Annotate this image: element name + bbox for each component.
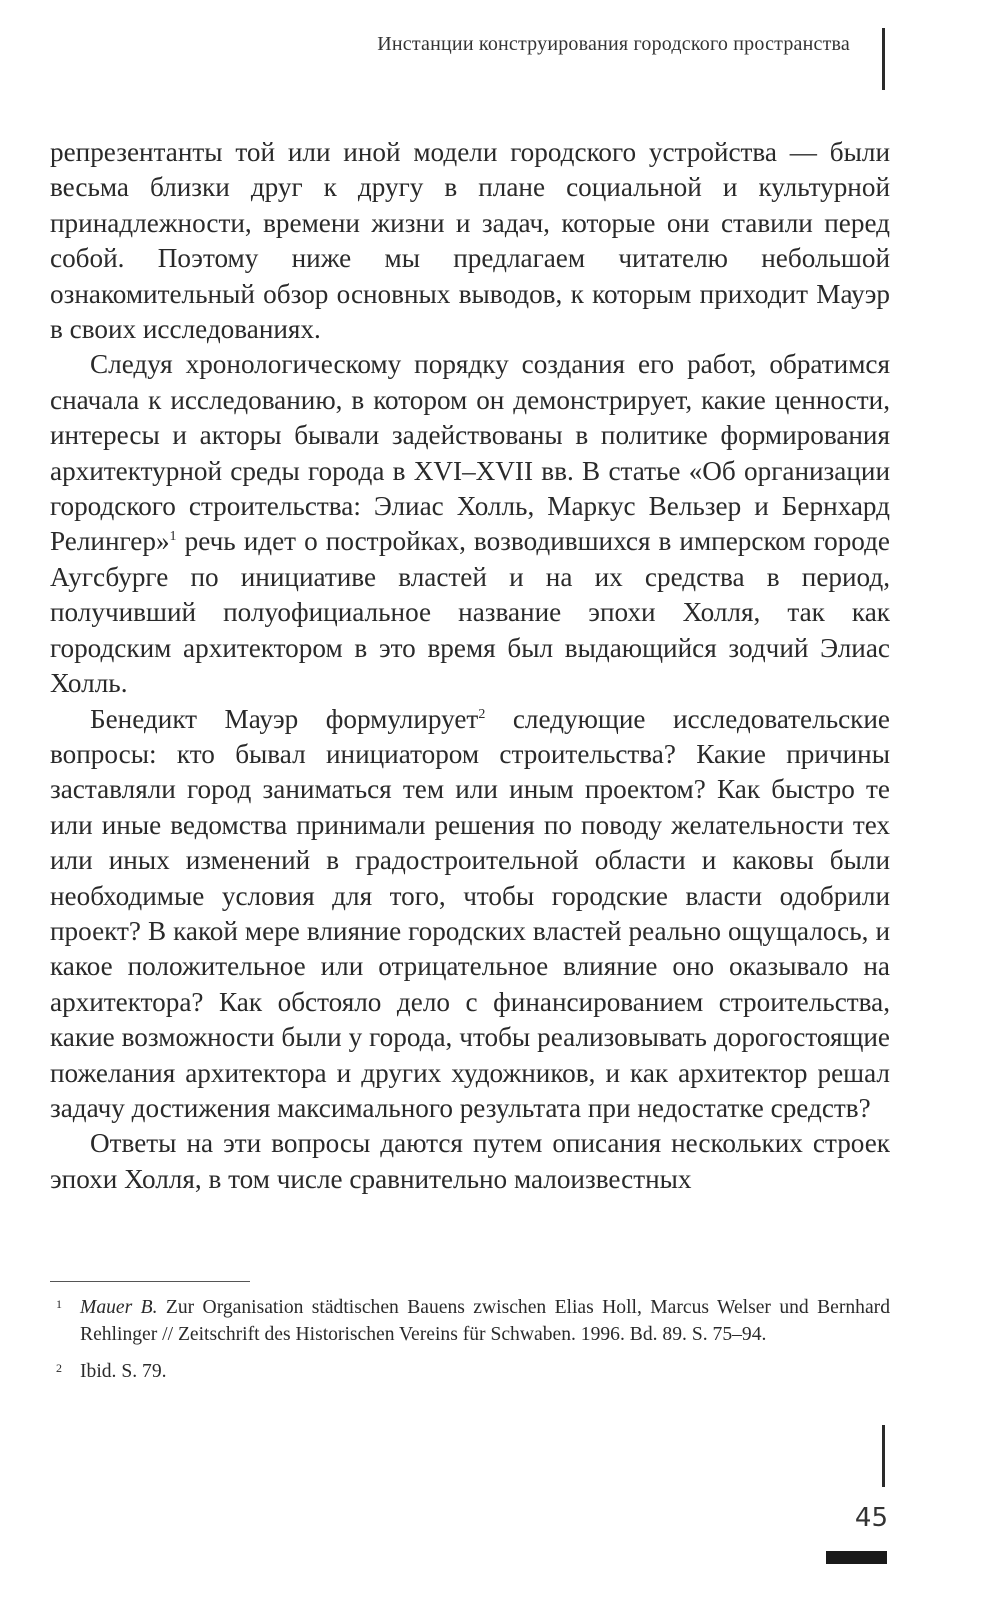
page-marker-bar xyxy=(826,1551,887,1564)
paragraph-2 xyxy=(50,347,890,701)
paragraph-2-text-a: Следуя хронологическому порядку создания его работ, обратимся сначала к исследованию, в котором он демонстрирует, какие ценности, интересы и акторы бывали задействованы в политике формирования архитектурной среды города в XVI–XVII вв. В статье «Об организации городского строительства: Элиас Холль, Маркус Вельзер и Бернхард Релингер» xyxy=(50,349,890,557)
paragraph-4: Ответы на эти вопросы даются путем описания нескольких строек эпохи Холля, в том числе сравнительно малоизвестных xyxy=(50,1128,890,1194)
footnote-ref-1[interactable]: 1 xyxy=(169,529,177,545)
footnote-divider xyxy=(50,1281,250,1282)
footnotes xyxy=(50,1294,890,1395)
footnote-author: Mauer B. xyxy=(80,1297,158,1318)
paragraph-1: репрезентанты той или иной модели городского устройства — были весьма близки друг к другу в плане социальной и культурной принадлежности, времени жизни и задач, которые они ставили перед собой. Поэтому ниже мы предлагаем читателю небольшой ознакомительный обзор основных выводов, к которым приходит Мауэр в своих исследованиях. xyxy=(50,137,890,345)
paragraph-3-text-b: следующие исследовательские вопросы: кто бывал инициатором строительства? Какие причины заставляли город заниматься тем или иным проектом? Как быстро те или иные ведомства принимали решения по поводу желательности тех или иных изменений в градостроительной области и каковы были необходимые условия для того, чтобы городские власти одобрили проект? В какой мере влияние городских властей реально ощущалось, и какое положительное или отрицательное влияние оно оказывало на архитектора? Как обстояло дело с финансированием строительства, какие возможности были у города, чтобы реализовывать дорогостоящие пожелания архитектора и других художников, и как архитектор решал задачу достижения максимального результата при недостатке средств? xyxy=(50,703,890,1123)
footnote-2 xyxy=(50,1358,890,1385)
footnote-number: 2 xyxy=(56,1361,62,1375)
page-number: 45 xyxy=(854,1503,888,1533)
paragraph-3-text-a: Бенедикт Мауэр формулирует xyxy=(90,703,479,734)
running-header: Инстанции конструирования городского пространства xyxy=(377,33,850,55)
footnote-1 xyxy=(50,1294,890,1348)
body-text xyxy=(50,135,890,1197)
footnote-number: 1 xyxy=(56,1297,62,1311)
paragraph-3 xyxy=(50,702,890,1127)
footer-vertical-rule xyxy=(882,1425,885,1487)
footnote-ref-2[interactable]: 2 xyxy=(478,706,486,722)
footnote-text: Zur Organisation städtischen Bauens zwischen Elias Holl, Marcus Welser und Bernhard Rehlinger // Zeitschrift des Historischen Vereins für Schwaben. 1996. Bd. 89. S. 75–94. xyxy=(80,1297,890,1345)
header-vertical-rule xyxy=(882,28,885,90)
paragraph-2-text-b: речь идет о постройках, возводившихся в имперском городе Аугсбурге по инициативе властей и на их средства в период, получивший полуофициальное название эпохи Холля, так как городским архитектором в это время был выдающийся зодчий Элиас Холль. xyxy=(50,526,890,699)
footnote-text: Ibid. S. 79. xyxy=(80,1361,167,1382)
